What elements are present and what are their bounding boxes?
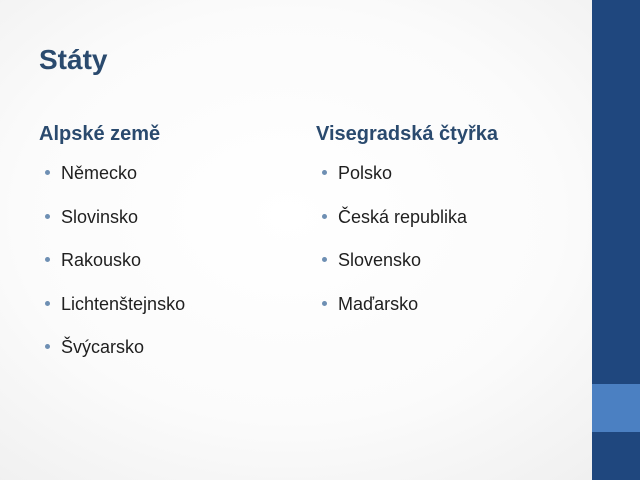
bullet-icon <box>45 301 50 306</box>
column-heading-alpine: Alpské země <box>39 123 161 145</box>
list-item-label: Polsko <box>338 163 393 183</box>
list-item-label: Slovinsko <box>61 206 139 227</box>
bullet-icon <box>322 301 327 306</box>
side-band <box>592 0 640 480</box>
list-item <box>316 204 566 248</box>
bullet-icon <box>45 170 50 175</box>
list-item <box>39 291 289 335</box>
list-item <box>39 160 289 204</box>
bullet-icon <box>322 214 327 219</box>
side-band-accent <box>592 384 640 432</box>
list-item-label: Slovensko <box>338 250 422 270</box>
list-item <box>39 204 289 248</box>
column-alpine-countries <box>39 118 289 378</box>
bullet-list-alpine <box>39 160 289 378</box>
bullet-icon <box>322 257 327 262</box>
bullet-icon <box>45 214 50 219</box>
list-item-label: Švýcarsko <box>61 337 145 357</box>
bullet-list-visegrad <box>316 160 566 334</box>
list-item-label: Maďarsko <box>338 293 419 314</box>
column-heading-visegrad: Visegradská čtyřka <box>316 123 498 145</box>
bullet-icon <box>322 170 327 175</box>
list-item <box>316 291 566 335</box>
column-visegrad-four <box>316 118 566 334</box>
list-item <box>316 160 566 204</box>
list-item <box>39 334 289 378</box>
bullet-icon <box>45 257 50 262</box>
list-item-label: Lichtenštejnsko <box>61 293 186 314</box>
list-item <box>39 247 289 291</box>
list-item-label: Rakousko <box>61 250 142 270</box>
bullet-icon <box>45 344 50 349</box>
slide-title: Státy <box>39 44 108 75</box>
list-item-label: Německo <box>61 163 138 183</box>
list-item <box>316 247 566 291</box>
list-item-label: Česká republika <box>338 206 468 227</box>
